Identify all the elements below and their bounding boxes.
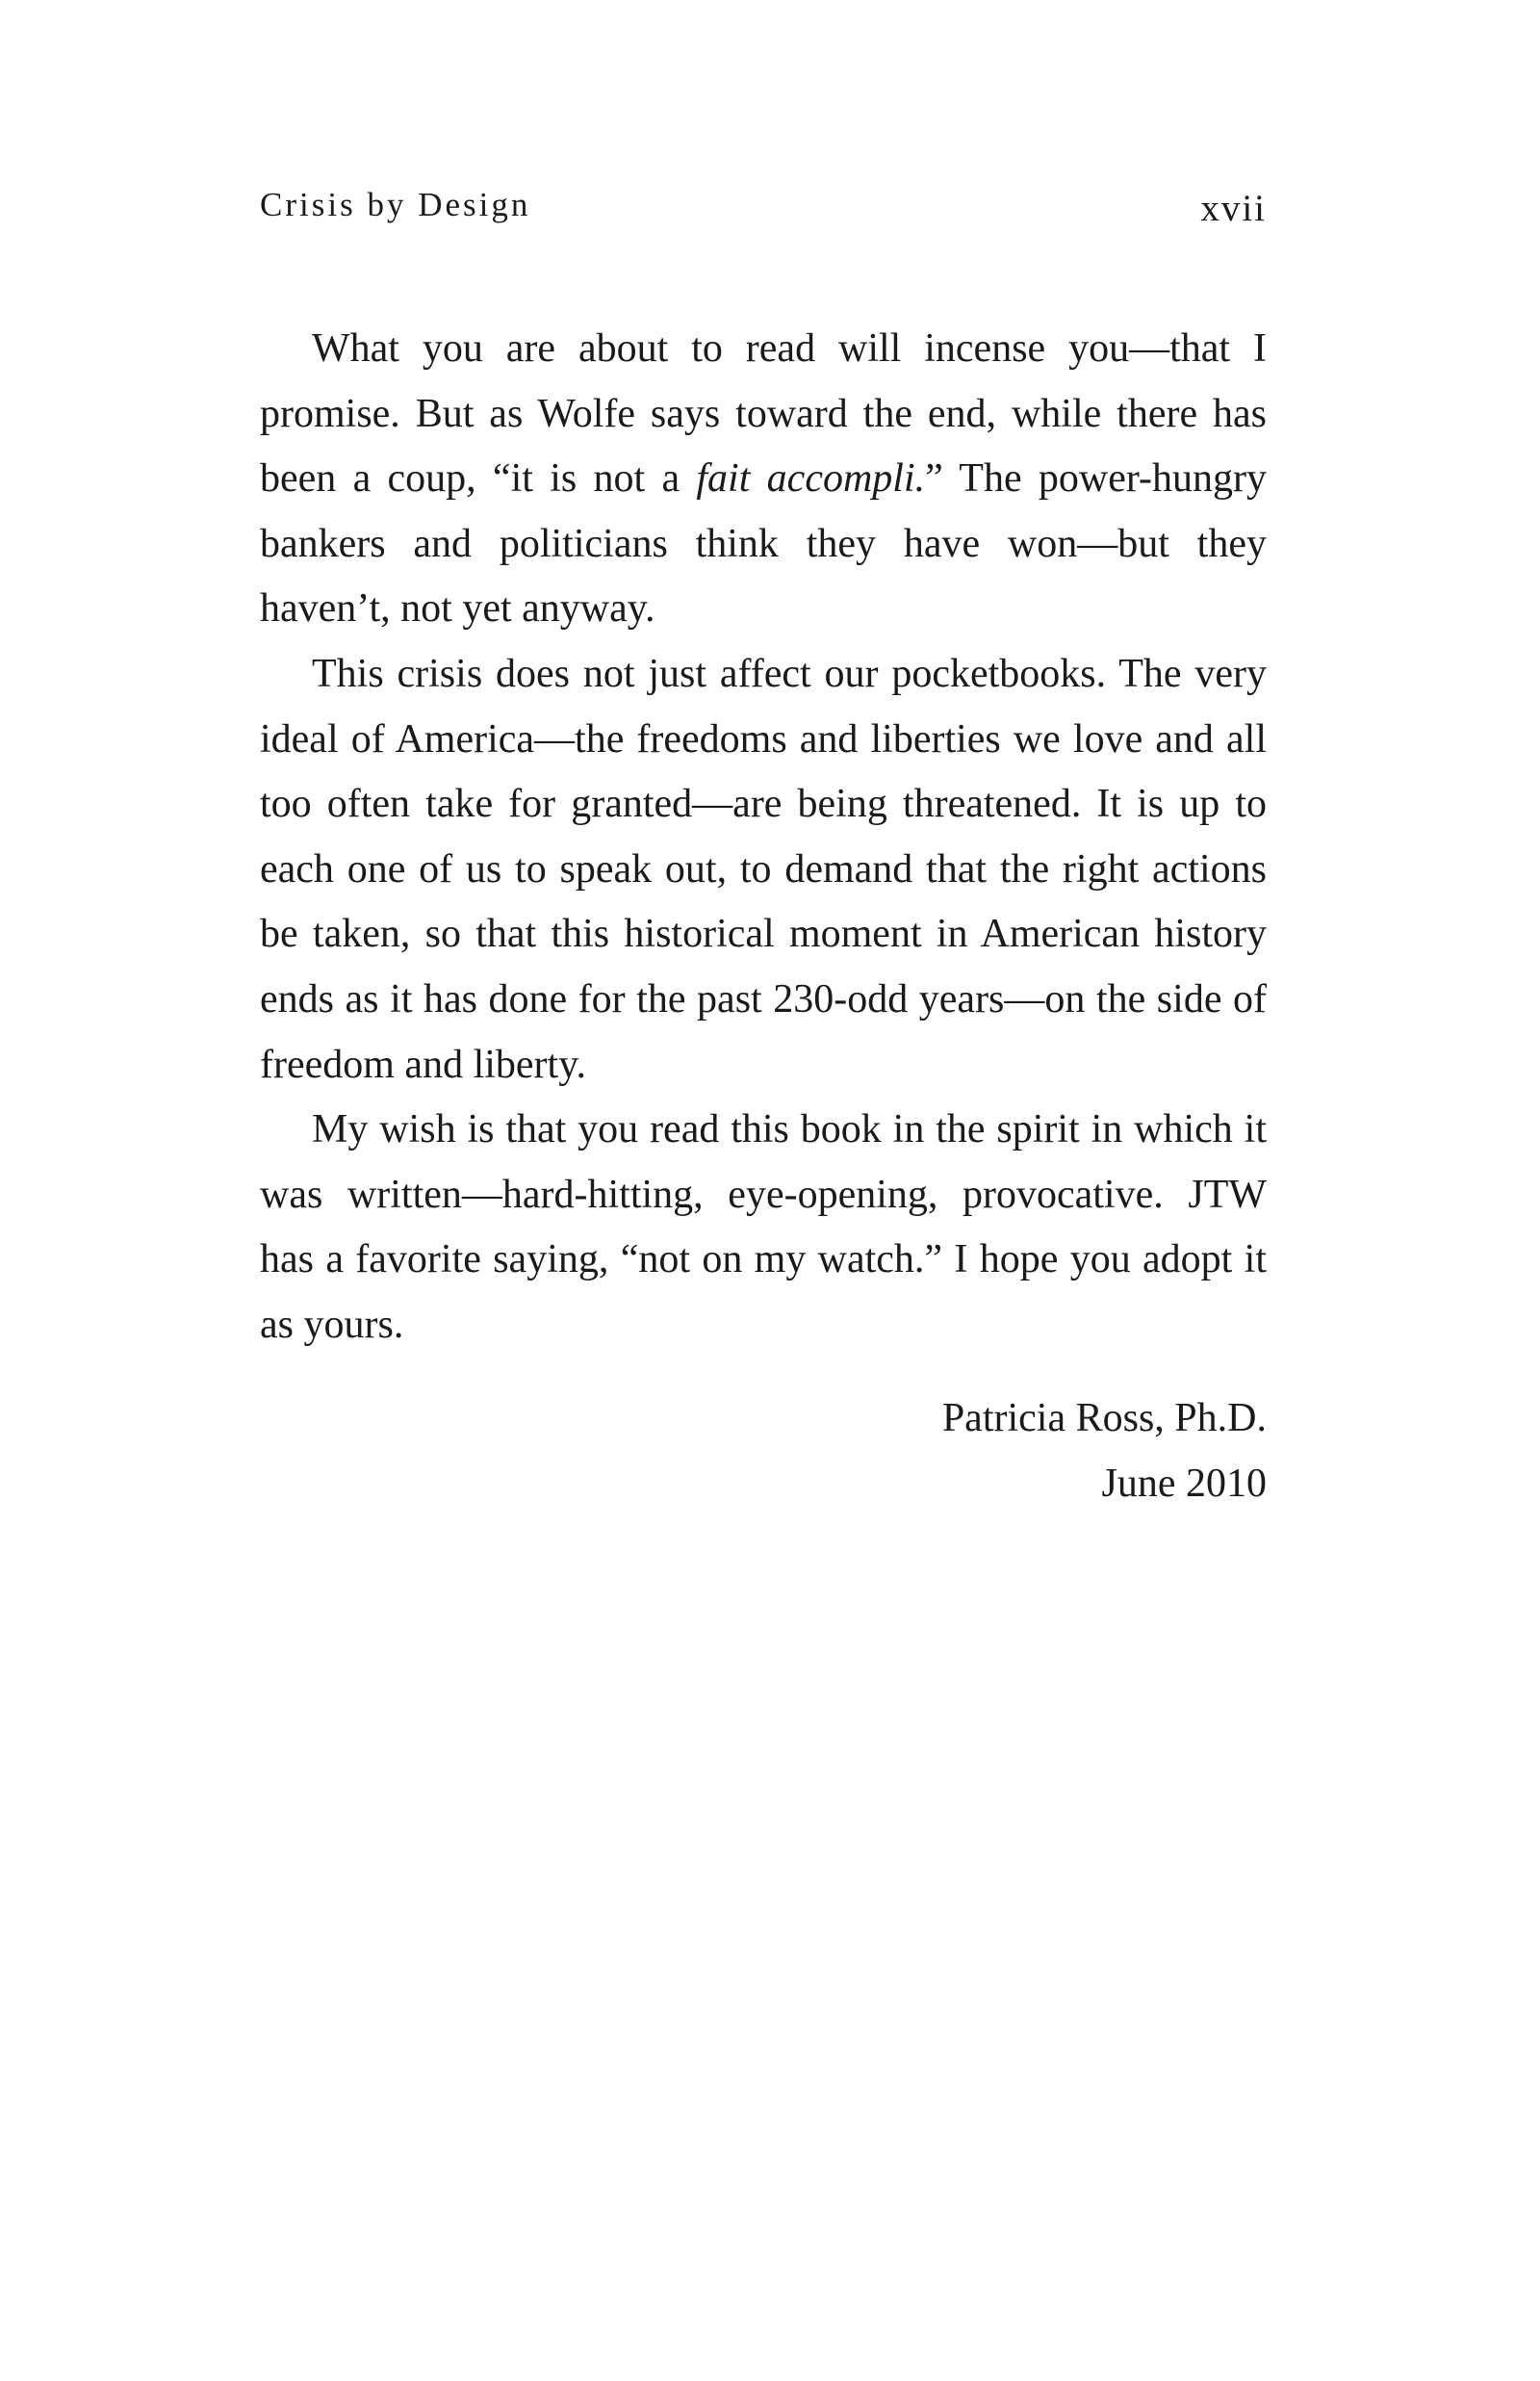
paragraph-1-text-end: ” The power-hungry bankers and politicians think they have won—but they haven’t, not yet anyway. [260,456,1267,632]
paragraph-2: This crisis does not just affect our pocketbooks. The very ideal of America—the freedoms and liberties we love and all too often take for granted—are being threatened. It is up to each one of us to speak out, to demand that the right actions be taken, so that this historical moment in American history ends as it has done for the past 230-odd years—on the side of freedom and liberty. [260,651,1267,1087]
italic-phrase: fait accompli. [696,456,926,502]
paragraph-3: My wish is that you read this book in the spirit in which it was written—hard-hitting, eye-opening, provocative. JTW has a favorite saying, “not on my watch.” I hope you adopt it as yours. [260,1107,1267,1347]
paragraph-1-text-start: What you are about to read will incense you—that I promise. But as Wolfe says toward the end, while there has been a coup, “it is not a [260,326,1267,502]
running-title: Crisis by Design [260,186,531,223]
body-text [260,317,1267,1359]
page-number: xvii [1200,188,1267,229]
signature-date: June 2010 [1101,1461,1267,1506]
signature-block [260,1386,1267,1516]
running-head [260,181,1267,229]
paragraph-1 [260,317,1267,642]
signature-name: Patricia Ross, Ph.D. [941,1396,1267,1440]
